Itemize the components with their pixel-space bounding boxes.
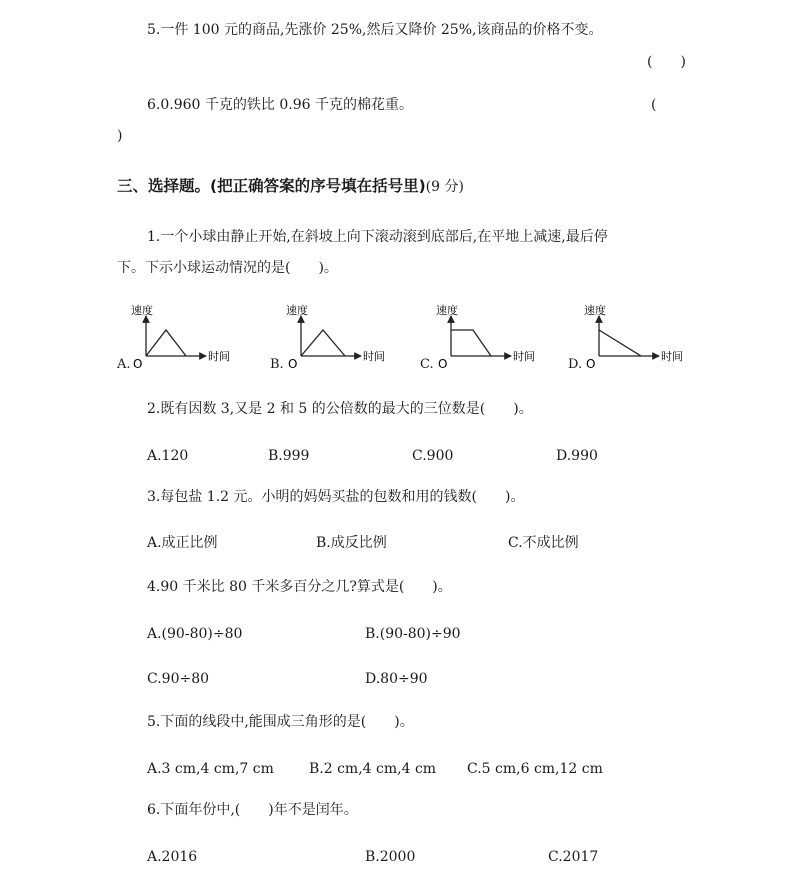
q2-option-a[interactable]: A.120 xyxy=(147,448,189,464)
mc-question-4: 4.90 千米比 80 千米多百分之几?算式是( )。 xyxy=(147,579,452,595)
tf-answer-bracket-6-open[interactable]: ( xyxy=(651,97,657,113)
mc-question-3: 3.每包盐 1.2 元。小明的妈妈买盐的包数和用的钱数( )。 xyxy=(147,489,525,505)
q3-option-b[interactable]: B.成反比例 xyxy=(316,535,387,551)
graph-a-label[interactable]: A. xyxy=(117,357,131,372)
q2-option-d[interactable]: D.990 xyxy=(556,448,598,464)
mc-question-5: 5.下面的线段中,能围成三角形的是( )。 xyxy=(147,714,414,730)
x-axis-label: 时间 xyxy=(208,350,230,363)
speed-time-graph-d xyxy=(581,300,691,372)
section-points: (9 分) xyxy=(425,179,464,195)
graph-b-label[interactable]: B. xyxy=(270,357,284,372)
q6-option-c[interactable]: C.2017 xyxy=(548,849,599,865)
origin-label: O xyxy=(133,357,143,371)
q2-option-c[interactable]: C.900 xyxy=(412,448,454,464)
y-axis-label: 速度 xyxy=(584,304,606,317)
mc-question-6: 6.下面年份中,( )年不是闰年。 xyxy=(147,802,358,818)
q5-option-a[interactable]: A.3 cm,4 cm,7 cm xyxy=(147,761,274,777)
q3-option-a[interactable]: A.成正比例 xyxy=(147,535,218,551)
q4-option-a[interactable]: A.(90-80)÷80 xyxy=(147,626,243,642)
speed-curve xyxy=(599,330,641,356)
q6-option-a[interactable]: A.2016 xyxy=(147,849,198,865)
origin-label: O xyxy=(288,357,298,371)
tf-answer-bracket-6-close: ) xyxy=(117,128,123,144)
q2-option-b[interactable]: B.999 xyxy=(268,448,310,464)
q3-option-c[interactable]: C.不成比例 xyxy=(508,535,579,551)
q5-option-b[interactable]: B.2 cm,4 cm,4 cm xyxy=(309,761,437,777)
graph-d-label[interactable]: D. xyxy=(568,357,583,372)
origin-label: O xyxy=(438,357,448,371)
q4-option-c[interactable]: C.90÷80 xyxy=(147,671,210,687)
speed-curve xyxy=(451,330,491,356)
section-title: 三、选择题。(把正确答案的序号填在括号里) xyxy=(117,177,426,195)
section-heading xyxy=(117,176,464,197)
speed-time-graph-c xyxy=(433,300,543,372)
graph-c-label[interactable]: C. xyxy=(420,357,434,372)
tf-question-5: 5.一件 100 元的商品,先涨价 25%,然后又降价 25%,该商品的价格不变。 xyxy=(147,22,603,38)
x-axis-label: 时间 xyxy=(661,350,683,363)
mc-question-2: 2.既有因数 3,又是 2 和 5 的公倍数的最大的三位数是( )。 xyxy=(147,401,533,417)
y-axis-label: 速度 xyxy=(286,304,308,317)
q4-option-b[interactable]: B.(90-80)÷90 xyxy=(365,626,461,642)
tf-answer-bracket-5[interactable]: ( ) xyxy=(647,54,686,70)
mc-question-1-line2: 下。下示小球运动情况的是( )。 xyxy=(117,260,338,276)
tf-question-6: 6.0.960 千克的铁比 0.96 千克的棉花重。 xyxy=(147,97,413,113)
speed-time-graph-a xyxy=(128,300,238,372)
x-axis-label: 时间 xyxy=(513,350,535,363)
speed-curve xyxy=(146,330,186,356)
speed-curve xyxy=(301,330,345,356)
q4-option-d[interactable]: D.80÷90 xyxy=(365,671,428,687)
q6-option-b[interactable]: B.2000 xyxy=(365,849,416,865)
q5-option-c[interactable]: C.5 cm,6 cm,12 cm xyxy=(467,761,603,777)
y-axis-label: 速度 xyxy=(131,304,153,317)
y-axis-label: 速度 xyxy=(436,304,458,317)
speed-time-graph-b xyxy=(283,300,393,372)
x-axis-label: 时间 xyxy=(363,350,385,363)
origin-label: O xyxy=(586,357,596,371)
mc-question-1-line1: 1.一个小球由静止开始,在斜坡上向下滚动滚到底部后,在平地上减速,最后停 xyxy=(147,229,608,245)
